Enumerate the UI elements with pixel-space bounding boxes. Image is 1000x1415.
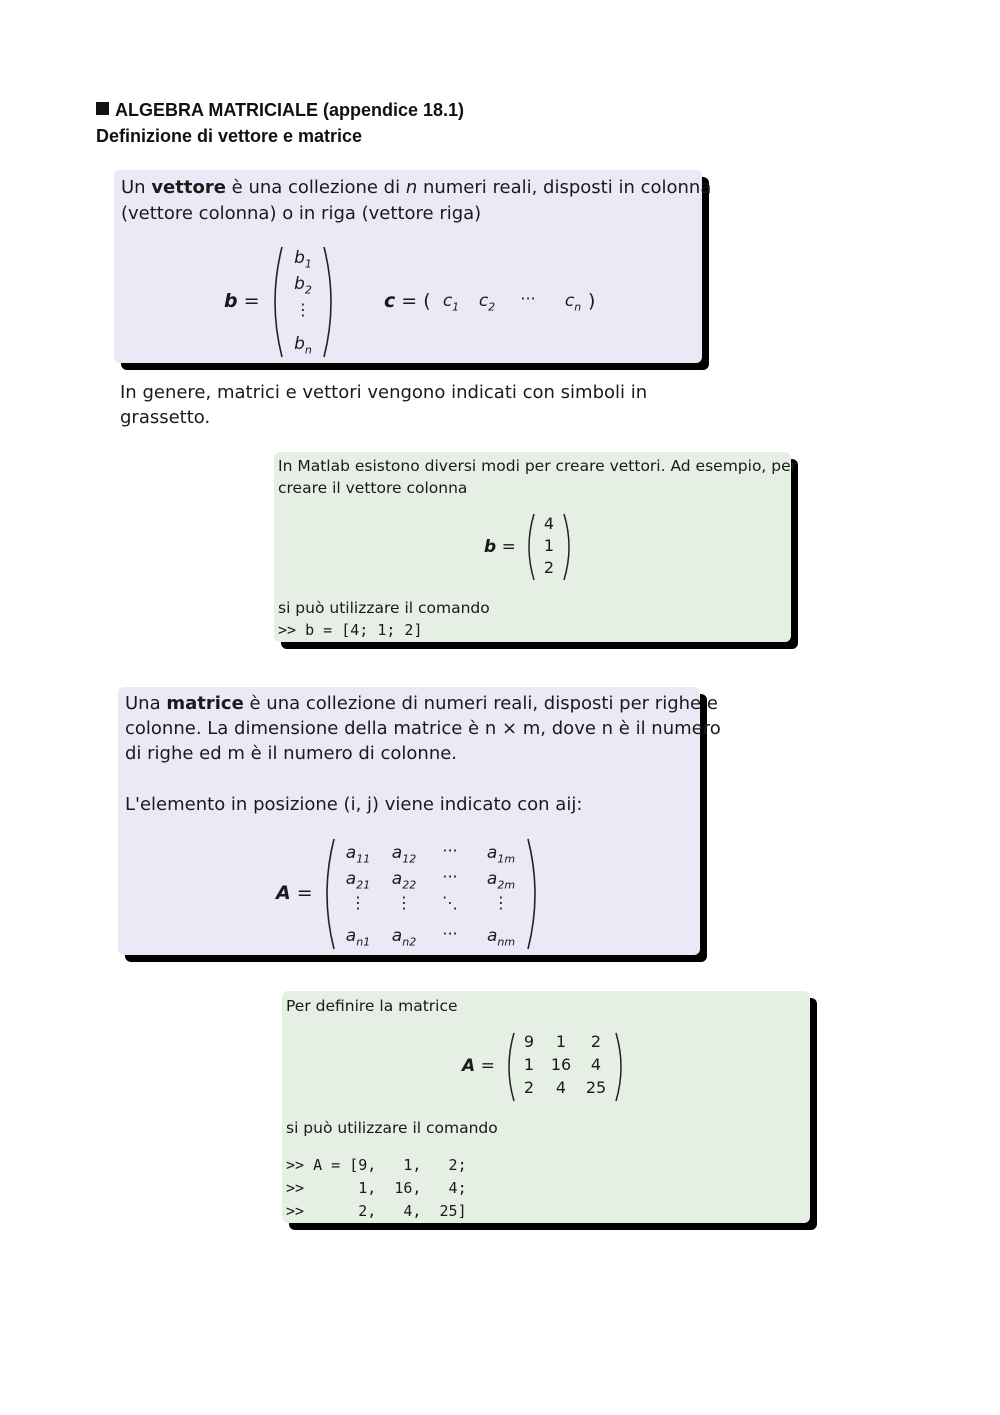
matrix-cell: 2 [523,1078,535,1097]
matrix-cell: ··· [442,924,458,943]
matrix-definition-box: Una matrice è una collezione di numeri reali, disposti per righe e colonne. La dimensione della matrice è n × m, dove n è il numero di righe ed m è il numero di colonne. L'elemento in posizione (i, j) viene indicato con aij: A = $a_{11}$ $a_{12}$ ··· $a_{1m}$ $a_{21}$ $a_{22}$ ··· $a_{2m}$ ⋮ ⋮ ⋱ ⋮ $a_{n1}$ $a_{n2}$ ··· $a_{nm}$ [118,687,700,955]
matrix-def-line2: colonne. La dimensione della matrice è n × m, dove n è il numero [125,718,721,739]
matrix-cell: 4 [590,1055,602,1074]
cdots-entry: ··· [520,289,536,308]
vec-entry-2: 2 [543,558,555,577]
vdots-entry: ⋮ [295,300,311,319]
matlab-vector-box: In Matlab esistono diversi modi per creare vettori. Ad esempio, per creare il vettore colonna b = 4 1 2 si può utilizzare il comando >> b = [4; 1; 2] [274,452,791,642]
matrix-cell: 1 [523,1055,535,1074]
bold-note-line1: In genere, matrici e vettori vengono indicati con simboli in [120,382,648,403]
square-bullet-icon [96,102,109,115]
matlab-vec-cmd-intro: si può utilizzare il comando [278,599,490,617]
matrix-def-line4: L'elemento in posizione (i, j) viene indicato con aij: [125,794,583,815]
matrix-cell: ⋮ [493,893,509,912]
c-symbol: c [384,290,396,312]
matrix-cell: ⋮ [350,893,366,912]
vec-entry-4: 4 [543,514,555,533]
matrix-cell: $a_{21}$ [345,869,371,892]
matrix-cell: 16 [550,1055,572,1074]
b-symbol-green: b [484,537,497,557]
matrix-cell: ⋱ [442,893,458,912]
vector-def-line2: (vettore colonna) o in riga (vettore riga) [121,203,482,224]
matrix-cell: 1 [555,1032,567,1051]
matrix-cell: $a_{n2}$ [391,926,417,949]
matrix-cell: $a_{n1}$ [345,926,371,949]
matrix-cell: $a_{2m}$ [486,869,516,892]
matrix-cell: $a_{12}$ [391,843,417,866]
c1-entry: $c_1$ [442,291,460,314]
matlab-vec-command: >> b = [4; 1; 2] [278,621,423,639]
matlab-mat-cmd-line: >> 1, 16, 4; [286,1179,467,1197]
matrix-cell: 9 [523,1032,535,1051]
matrix-cell: ⋮ [396,893,412,912]
matlab-mat-intro: Per definire la matrice [286,997,458,1015]
section-title: ALGEBRA MATRICIALE (appendice 18.1) [96,100,464,121]
vector-def-line1: Un vettore è una collezione di n numeri reali, disposti in colonna [121,177,712,198]
matrix-cell: 2 [590,1032,602,1051]
b1-entry: $b_1$ [294,248,312,271]
matrix-def-line1: Una matrice è una collezione di numeri reali, disposti per righe e [125,693,718,714]
A-symbol: A [276,882,291,904]
A-symbol-green: A [462,1056,476,1076]
matrix-cell: ··· [442,867,458,886]
matrix-cell: 25 [585,1078,607,1097]
b-symbol: b [224,290,238,312]
matlab-vec-line1: In Matlab esistono diversi modi per creare vettori. Ad esempio, per [278,457,798,475]
matrix-cell: 4 [555,1078,567,1097]
matlab-matrix-box: Per definire la matrice A = 9 1 2 1 16 4 2 4 25 si può utilizzare il comando >> A = [9, 1, 2; >> 1, 16, 4; >> 2, 4, 25] [282,991,810,1223]
matrix-cell: ··· [442,841,458,860]
bold-note-line2: grassetto. [120,407,211,428]
bn-entry: $b_n$ [294,334,312,357]
b2-entry: $b_2$ [294,274,312,297]
matlab-vec-line2: creare il vettore colonna [278,479,468,497]
matlab-mat-cmd-line: >> A = [9, 1, 2; [286,1156,467,1174]
matrix-cell: $a_{22}$ [391,869,417,892]
matlab-mat-cmd-line: >> 2, 4, 25] [286,1202,467,1220]
matrix-def-line3: di righe ed m è il numero di colonne. [125,743,458,764]
section-subtitle: Definizione di vettore e matrice [96,126,363,146]
c2-entry: $c_2$ [478,291,496,314]
matlab-mat-cmd-intro: si può utilizzare il comando [286,1119,498,1137]
vec-entry-1: 1 [543,536,555,555]
matrix-cell: $a_{1m}$ [486,843,516,866]
matrix-cell: $a_{11}$ [345,843,371,866]
matrix-cell: $a_{nm}$ [486,926,516,949]
cn-entry: $c_n$ [564,291,582,314]
vector-definition-box: Un vettore è una collezione di n numeri reali, disposti in colonna (vettore colonna) o in riga (vettore riga) b = $b_1$ $b_2$ ⋮ $b_n$ c = ( $c_1$ $c_2$ ··· $c_n$ ) [114,170,702,363]
